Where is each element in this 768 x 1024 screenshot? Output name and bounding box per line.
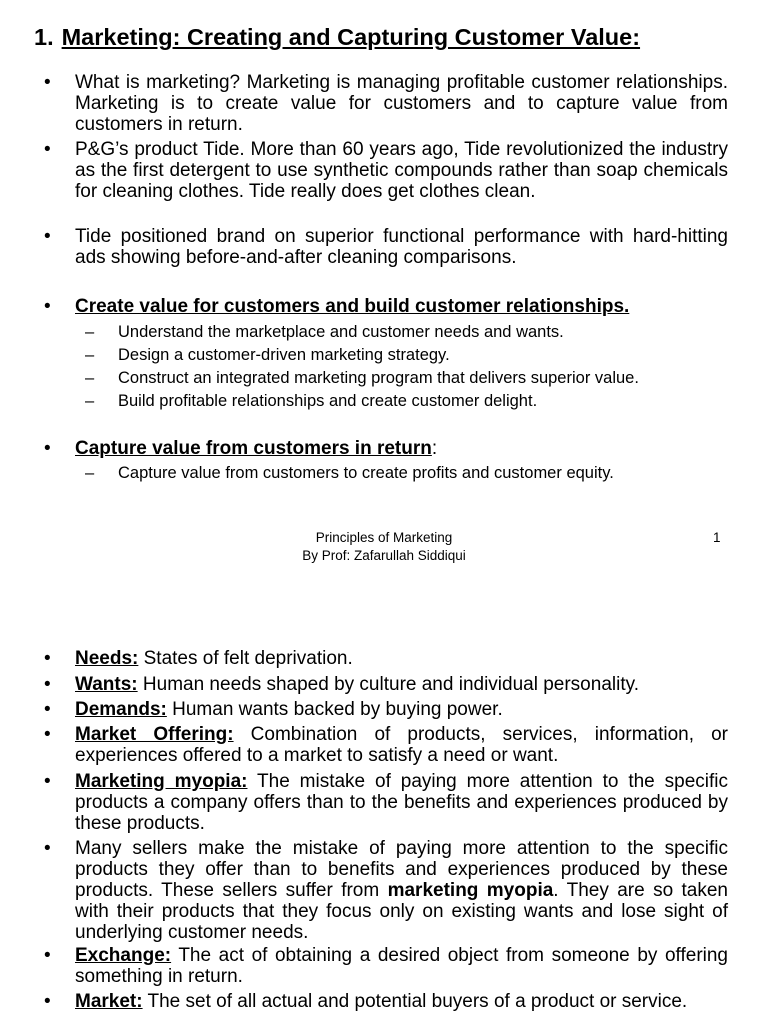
definition-text: States of felt deprivation. [138,648,353,669]
definition-item [44,724,728,766]
definition-item [44,674,728,695]
sub-list-item [85,463,614,483]
bullet-text: P&G’s product Tide. More than 60 years ago, Tide revolutionized the industry as the first detergent to use synthetic compounds rather than soap chemicals for cleaning clothes. Tide really does get clothes clean. [75,139,728,202]
myopia-text-before: Many sellers make the mistake of paying more attention to the specific products they offer than to benefits and experiences produced by these products. These sellers suffer from [75,838,728,901]
title-number: 1. [34,24,54,50]
dash-icon: – [85,392,95,410]
list-item [44,226,728,268]
bullet-icon: • [44,991,51,1012]
definition-item [44,699,728,720]
bullet-icon: • [44,838,51,859]
definition-item [44,771,728,834]
definition-term: Needs: [75,648,139,669]
bullet-icon: • [44,771,51,792]
title-text: Marketing: Creating and Capturing Customer Value: [61,24,641,50]
bullet-icon: • [44,72,51,93]
definition-text: Human needs shaped by culture and individual personality. [137,674,639,695]
sub-item-text: Capture value from customers to create profits and customer equity. [118,464,614,482]
heading-text: Create value for customers and build customer relationships. [75,296,630,317]
footer-title: Principles of Marketing [315,530,453,545]
bullet-icon: • [44,699,51,720]
sub-item-text: Build profitable relationships and create customer delight. [118,392,538,410]
definition-item [44,945,728,987]
heading-text: Capture value from customers in return [75,438,432,459]
bullet-icon: • [44,139,51,160]
bullet-text: What is marketing? Marketing is managing profitable customer relationships. Marketing is to create value for customers and to capture value from customers in return. [75,72,728,135]
footer-page-number: 1 [713,530,721,545]
myopia-keyword: marketing myopia [387,880,554,901]
definition-term: Exchange: [75,945,172,966]
bullet-icon: • [44,296,51,317]
dash-icon: – [85,346,95,364]
sub-list-item [85,345,450,365]
section-heading-capture [44,438,728,459]
sub-item-text: Understand the marketplace and customer needs and wants. [118,323,564,341]
heading-colon: : [431,438,438,459]
dash-icon: – [85,369,95,387]
list-item [44,72,728,135]
sub-item-text: Design a customer-driven marketing strategy. [118,346,450,364]
definition-text: Human wants backed by buying power. [166,699,503,720]
list-item [44,139,728,202]
section-heading-create [44,296,728,317]
myopia-note [44,838,728,943]
definition-text: Combination of products, services, information, or experiences offered to a market to satisfy a need or want. [75,724,728,766]
bullet-icon: • [44,648,51,669]
page-title [34,24,640,51]
definition-item [44,648,728,669]
myopia-text-after: . They are so taken with their products that they focus only on existing wants and lose sight of underlying customer needs. [75,880,728,943]
footer-author: By Prof: Zafarullah Siddiqui [302,548,466,563]
definition-term: Wants: [75,674,138,695]
sub-list-item [85,391,537,411]
sub-item-text: Construct an integrated marketing program that delivers superior value. [118,369,639,387]
bullet-icon: • [44,226,51,247]
definition-term: Demands: [75,699,167,720]
bullet-icon: • [44,724,51,745]
sub-list-item [85,322,564,342]
bullet-icon: • [44,438,51,459]
definition-text: The mistake of paying more attention to the specific products a company offers than to the benefits and experiences produced by these products. [75,771,728,834]
sub-list-item [85,368,639,388]
definition-item [44,991,728,1012]
dash-icon: – [85,323,95,341]
definition-text: The act of obtaining a desired object from someone by offering something in return. [75,945,728,987]
dash-icon: – [85,464,95,482]
bullet-icon: • [44,945,51,966]
definition-term: Marketing myopia: [75,771,248,792]
definition-text: The set of all actual and potential buyers of a product or service. [142,991,688,1012]
definition-term: Market: [75,991,143,1012]
definition-term: Market Offering: [75,724,234,745]
bullet-text: Tide positioned brand on superior functional performance with hard-hitting ads showing before-and-after cleaning comparisons. [75,226,728,268]
bullet-icon: • [44,674,51,695]
